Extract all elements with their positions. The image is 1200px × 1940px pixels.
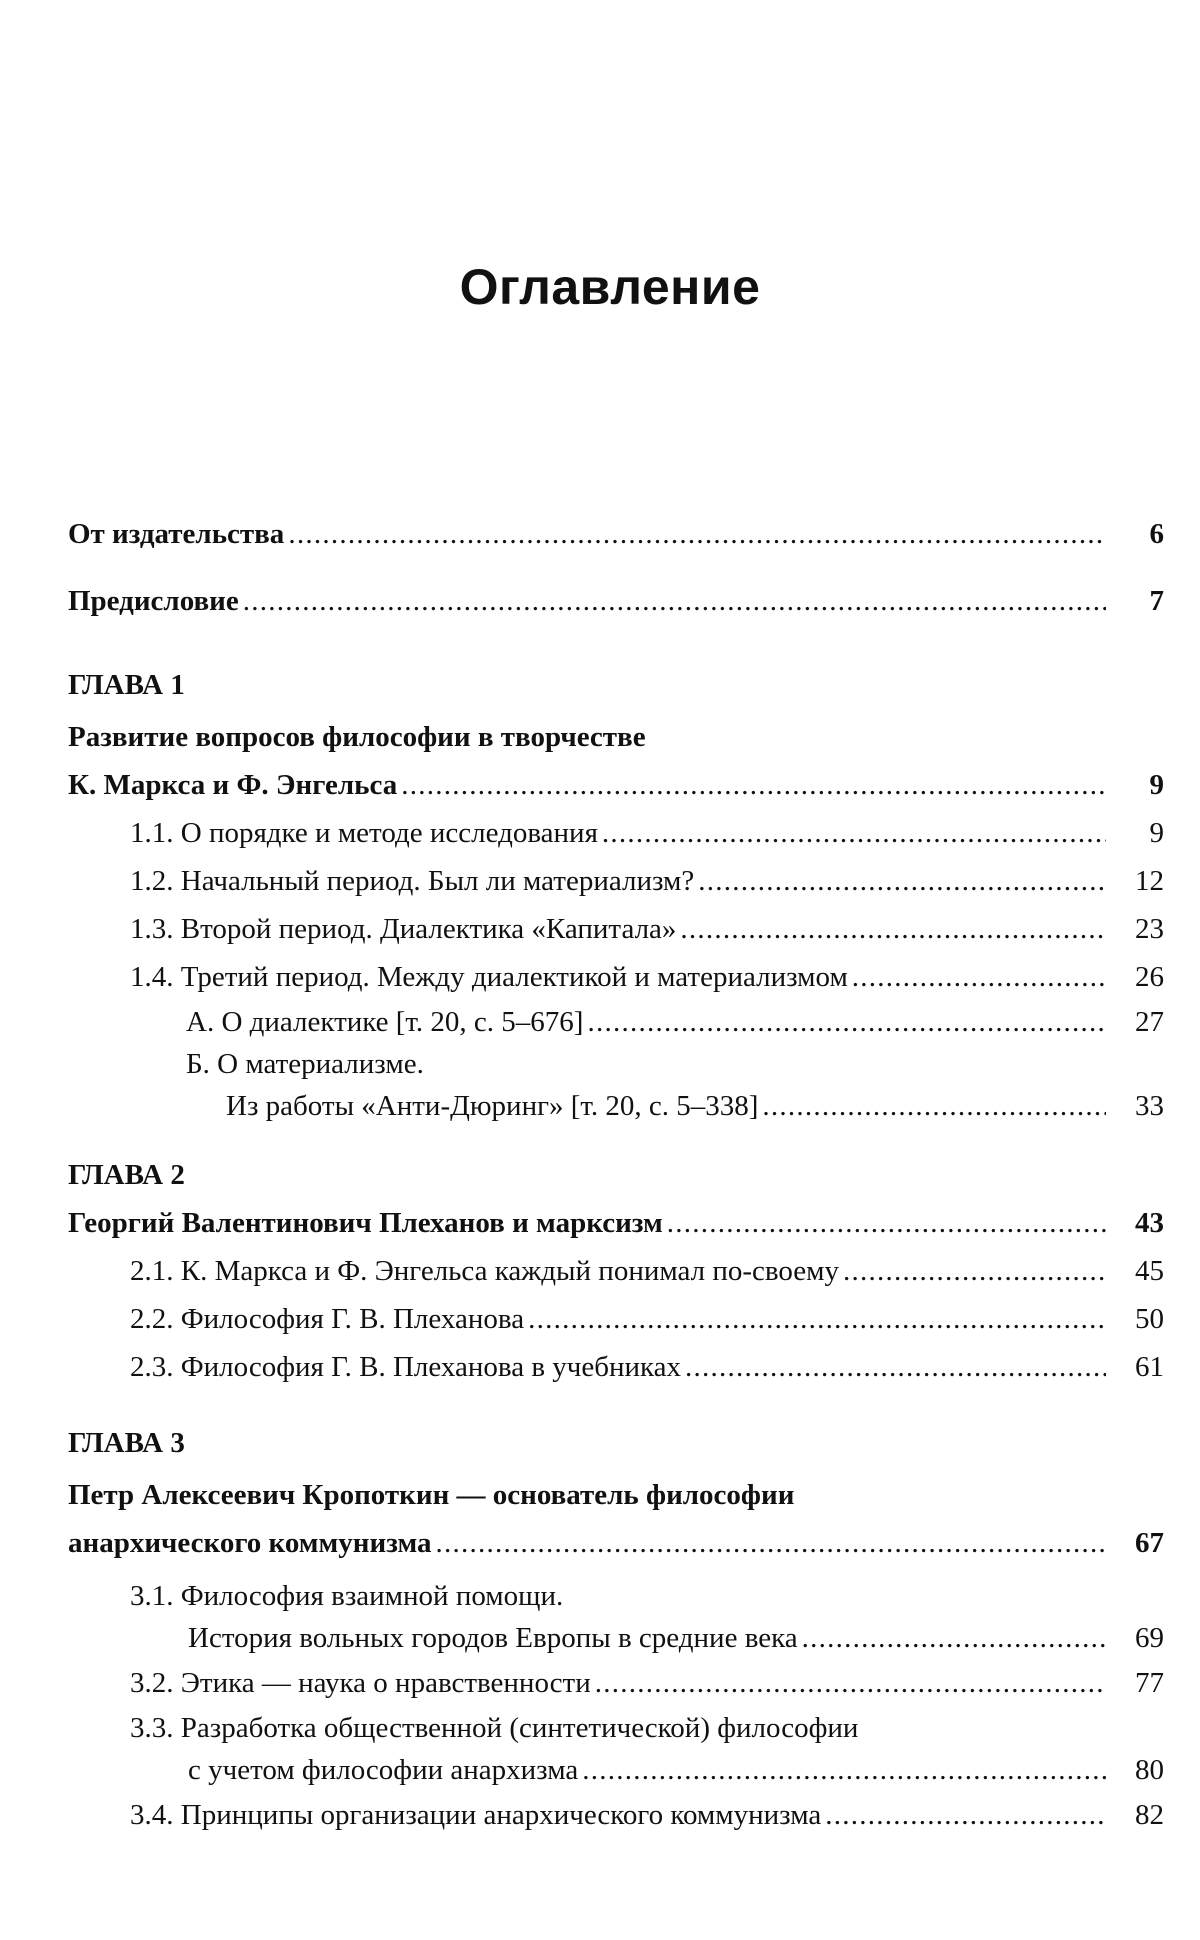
toc-entry-preface[interactable] xyxy=(68,577,1164,625)
toc-entry-1-4-b[interactable] xyxy=(68,1085,1164,1127)
toc-page-number: 9 xyxy=(1149,769,1164,801)
toc-entry-1-1[interactable] xyxy=(68,809,1164,857)
toc-entry-2-3[interactable] xyxy=(68,1343,1164,1391)
chapter-heading-3: ГЛАВА 3 xyxy=(68,1427,185,1459)
dot-leader xyxy=(680,905,1106,953)
dot-leader xyxy=(762,1085,1106,1127)
toc-entry-title: 1.4. Третий период. Между диалектикой и материализмом xyxy=(130,961,848,993)
toc-page-number: 9 xyxy=(1149,817,1164,849)
toc-entry-title: 2.3. Философия Г. В. Плеханова в учебниках xyxy=(130,1351,682,1383)
toc-entry-title: 1.2. Начальный период. Был ли материализм? xyxy=(130,865,695,897)
toc-subentry-line: Б. О материализме. xyxy=(186,1048,424,1080)
dot-leader xyxy=(843,1247,1106,1295)
toc-entry-title: А. О диалектике [т. 20, с. 5–676] xyxy=(186,1006,584,1038)
toc-page-number: 12 xyxy=(1135,865,1164,897)
chapter-heading-2: ГЛАВА 2 xyxy=(68,1159,185,1191)
dot-leader xyxy=(436,1519,1106,1567)
toc-entry-3-3[interactable] xyxy=(68,1749,1164,1791)
toc-entry-title: От издательства xyxy=(68,518,285,550)
dot-leader xyxy=(587,1001,1106,1043)
toc-entry-title: 3.2. Этика — наука о нравственности xyxy=(130,1667,591,1699)
toc-entry-title: 1.3. Второй период. Диалектика «Капитала» xyxy=(130,913,677,945)
toc-entry-3-4[interactable] xyxy=(68,1791,1164,1839)
toc-entry-1-4[interactable] xyxy=(68,953,1164,1001)
chapter-title-line: Развитие вопросов философии в творчестве xyxy=(68,721,646,753)
toc-page-number: 61 xyxy=(1135,1351,1164,1383)
dot-leader xyxy=(243,577,1106,625)
toc-page-number: 27 xyxy=(1135,1006,1164,1038)
dot-leader xyxy=(401,761,1106,809)
dot-leader xyxy=(528,1295,1106,1343)
toc-entry-title: Из работы «Анти-Дюринг» [т. 20, с. 5–338] xyxy=(226,1090,759,1122)
toc-entry-title: 3.4. Принципы организации анархического коммунизма xyxy=(130,1799,822,1831)
toc-page-number: 43 xyxy=(1135,1207,1164,1239)
page-title: Оглавление xyxy=(459,259,761,315)
toc-entry-title: Георгий Валентинович Плеханов и марксизм xyxy=(68,1207,663,1239)
toc-entry-title: 1.1. О порядке и методе исследования xyxy=(130,817,598,849)
toc-entry-chapter-3[interactable] xyxy=(68,1519,1164,1567)
toc-entry-chapter-2[interactable] xyxy=(68,1199,1164,1247)
toc-page-number: 82 xyxy=(1135,1799,1164,1831)
dot-leader xyxy=(802,1617,1106,1659)
toc-entry-1-3[interactable] xyxy=(68,905,1164,953)
toc-entry-1-2[interactable] xyxy=(68,857,1164,905)
toc-entry-publisher[interactable] xyxy=(68,510,1164,558)
toc-entry-title: с учетом философии анархизма xyxy=(188,1754,579,1786)
toc-entry-3-2[interactable] xyxy=(68,1659,1164,1707)
toc-entry-1-4-a[interactable] xyxy=(68,1001,1164,1043)
toc-page-number: 80 xyxy=(1135,1754,1164,1786)
dot-leader xyxy=(602,809,1106,857)
toc-page-number: 7 xyxy=(1149,585,1164,617)
toc-entry-2-2[interactable] xyxy=(68,1295,1164,1343)
toc-entry-3-1[interactable] xyxy=(68,1617,1164,1659)
dot-leader xyxy=(685,1343,1106,1391)
toc-page-number: 26 xyxy=(1135,961,1164,993)
toc-page-number: 67 xyxy=(1135,1527,1164,1559)
toc-page-number: 45 xyxy=(1135,1255,1164,1287)
toc-entry-title: Предисловие xyxy=(68,585,239,617)
dot-leader xyxy=(852,953,1106,1001)
toc-page-number: 33 xyxy=(1135,1090,1164,1122)
table-of-contents xyxy=(68,510,1164,1839)
chapter-heading-1: ГЛАВА 1 xyxy=(68,669,185,701)
toc-entry-title: К. Маркса и Ф. Энгельса xyxy=(68,769,398,801)
toc-page-number: 23 xyxy=(1135,913,1164,945)
chapter-title-line: Петр Алексеевич Кропоткин — основатель философии xyxy=(68,1479,795,1511)
toc-entry-title: 2.1. К. Маркса и Ф. Энгельса каждый понимал по-своему xyxy=(130,1255,839,1287)
dot-leader xyxy=(582,1749,1106,1791)
toc-entry-title: История вольных городов Европы в средние века xyxy=(188,1622,798,1654)
toc-entry-title: 2.2. Философия Г. В. Плеханова xyxy=(130,1303,525,1335)
toc-subentry-line: 3.3. Разработка общественной (синтетической) философии xyxy=(130,1712,859,1744)
dot-leader xyxy=(595,1659,1106,1707)
dot-leader xyxy=(288,510,1106,558)
toc-entry-2-1[interactable] xyxy=(68,1247,1164,1295)
toc-page-number: 6 xyxy=(1149,518,1164,550)
toc-entry-chapter-1[interactable] xyxy=(68,761,1164,809)
dot-leader xyxy=(698,857,1106,905)
toc-page-number: 50 xyxy=(1135,1303,1164,1335)
dot-leader xyxy=(825,1791,1106,1839)
toc-page-number: 69 xyxy=(1135,1622,1164,1654)
toc-page-number: 77 xyxy=(1135,1667,1164,1699)
toc-entry-title: анархического коммунизма xyxy=(68,1527,432,1559)
toc-subentry-line: 3.1. Философия взаимной помощи. xyxy=(130,1580,564,1612)
dot-leader xyxy=(667,1199,1106,1247)
